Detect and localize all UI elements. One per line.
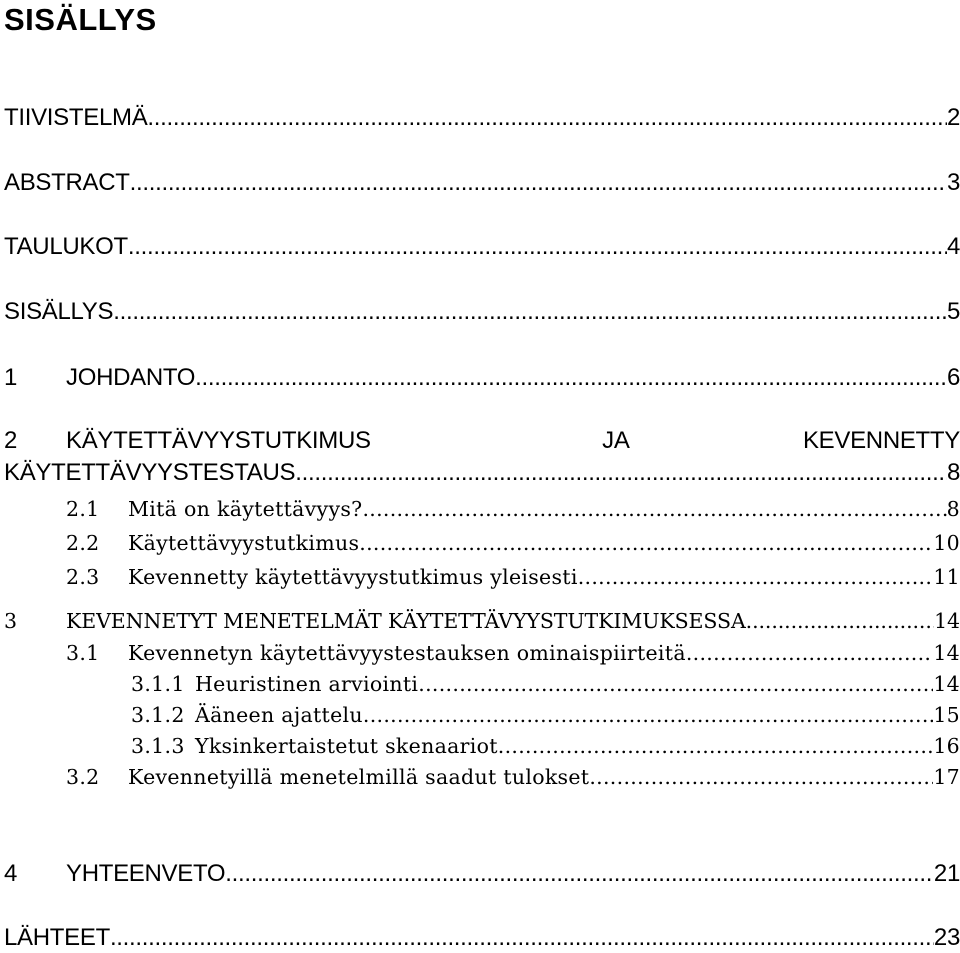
- toc-entry-chapter-2-line1[interactable]: [4, 426, 960, 456]
- toc-entry-3-2[interactable]: [66, 764, 960, 790]
- toc-entry-title: TIIVISTELMÄ: [4, 104, 148, 131]
- toc-entry-title: Kevennetyn käytettävyystestauksen ominaispiirteitä: [128, 641, 686, 665]
- toc-entry-3-1-1[interactable]: [131, 671, 960, 697]
- page-title: SISÄLLYS: [4, 2, 157, 37]
- toc-entry-page: 17: [933, 765, 960, 789]
- dot-leader: [110, 923, 934, 953]
- toc-entry-page: 14: [933, 641, 960, 665]
- toc-entry-page: 8: [946, 459, 960, 486]
- toc-entry-page: 14: [933, 672, 960, 696]
- toc-entry-yhteenveto[interactable]: [4, 859, 960, 889]
- toc-entry-title: Yksinkertaistetut skenaariot: [195, 734, 498, 758]
- toc-entry-title: JOHDANTO: [66, 364, 196, 391]
- toc-entry-number: 3.1.1: [131, 672, 185, 696]
- toc-entry-page: 21: [933, 860, 960, 887]
- toc-entry-number: 3: [4, 609, 17, 633]
- toc-entry-number: 4: [4, 860, 18, 887]
- toc-entry-number: 3.2: [66, 765, 100, 789]
- dot-leader: [746, 608, 934, 634]
- toc-entry-page: 16: [933, 734, 960, 758]
- toc-entry-3-1-3[interactable]: [131, 733, 960, 759]
- toc-entry-title: KEVENNETYT MENETELMÄT KÄYTETTÄVYYSTUTKIMUKSESSA: [66, 609, 746, 633]
- dot-leader: [578, 564, 934, 590]
- dot-leader: [418, 671, 933, 697]
- dot-leader: [130, 168, 947, 198]
- dot-leader: [359, 530, 933, 556]
- dot-leader: [362, 496, 946, 522]
- toc-entry-title: YHTEENVETO: [66, 860, 226, 887]
- toc-entry-number: 1: [4, 364, 18, 391]
- toc-entry-page: 8: [946, 497, 960, 521]
- dot-leader: [589, 764, 933, 790]
- dot-leader: [113, 297, 947, 327]
- toc-entry-title: Ääneen ajattelu: [195, 703, 363, 727]
- toc-entry-page: 10: [933, 531, 960, 555]
- toc-entry-abstract[interactable]: [4, 168, 960, 198]
- toc-entry-page: 3: [946, 169, 960, 196]
- toc-entry-title-word: KEVENNETTY: [802, 427, 960, 454]
- toc-entry-page: 15: [933, 703, 960, 727]
- toc-entry-title: LÄHTEET: [4, 924, 110, 951]
- toc-entry-title: TAULUKOT: [4, 233, 128, 260]
- dot-leader: [686, 640, 933, 666]
- toc-entry-title-word: KÄYTETTÄVYYSTUTKIMUS: [66, 427, 371, 454]
- toc-entry-number: 3.1.2: [131, 703, 185, 727]
- toc-entry-johdanto[interactable]: [4, 363, 960, 393]
- toc-entry-number: 2: [4, 427, 18, 454]
- toc-entry-lahteet[interactable]: [4, 923, 960, 953]
- toc-entry-title: Heuristinen arviointi: [195, 672, 419, 696]
- toc-entry-3-1[interactable]: [66, 640, 960, 666]
- toc-entry-page: 4: [946, 233, 960, 260]
- dot-leader: [363, 702, 933, 728]
- dot-leader: [225, 859, 934, 889]
- toc-entry-chapter-2-line2[interactable]: [4, 458, 960, 488]
- toc-entry-title-word: JA: [602, 427, 630, 454]
- toc-entry-number: 3.1: [66, 641, 100, 665]
- toc-entry-number: 3.1.3: [131, 734, 185, 758]
- dot-leader: [295, 458, 947, 488]
- toc-entry-title: KÄYTETTÄVYYSTESTAUS: [4, 459, 296, 486]
- toc-entry-sisallys[interactable]: [4, 297, 960, 327]
- dot-leader: [195, 363, 947, 393]
- toc-entry-title: Kevennetyillä menetelmillä saadut tulokset: [128, 765, 590, 789]
- toc-entry-page: 14: [934, 609, 960, 633]
- toc-entry-3-1-2[interactable]: [131, 702, 960, 728]
- toc-entry-tiivistelma[interactable]: [4, 103, 960, 133]
- toc-entry-page: 23: [933, 924, 960, 951]
- toc-entry-2-2[interactable]: [66, 530, 960, 556]
- toc-entry-taulukot[interactable]: [4, 232, 960, 262]
- toc-entry-title: Kevennetty käytettävyystutkimus yleisesti: [128, 565, 578, 589]
- toc-entry-2-3[interactable]: [66, 564, 960, 590]
- toc-entry-title: Käytettävyystutkimus: [128, 531, 360, 555]
- toc-entry-line1-left: [4, 426, 371, 456]
- dot-leader: [128, 232, 947, 262]
- dot-leader: [147, 103, 947, 133]
- toc-entry-page: 6: [946, 364, 960, 391]
- dot-leader: [498, 733, 934, 759]
- toc-entry-page: 11: [933, 565, 960, 589]
- toc-entry-page: 5: [946, 298, 960, 325]
- toc-entry-number: 2.2: [66, 531, 100, 555]
- toc-entry-chapter-3[interactable]: [4, 608, 960, 634]
- toc-entry-2-1[interactable]: [66, 496, 960, 522]
- toc-entry-title: Mitä on käytettävyys?: [128, 497, 363, 521]
- toc-entry-page: 2: [946, 104, 960, 131]
- toc-entry-title: ABSTRACT: [4, 169, 130, 196]
- toc-entry-number: 2.3: [66, 565, 100, 589]
- toc-entry-number: 2.1: [66, 497, 100, 521]
- toc-entry-title: SISÄLLYS: [4, 298, 114, 325]
